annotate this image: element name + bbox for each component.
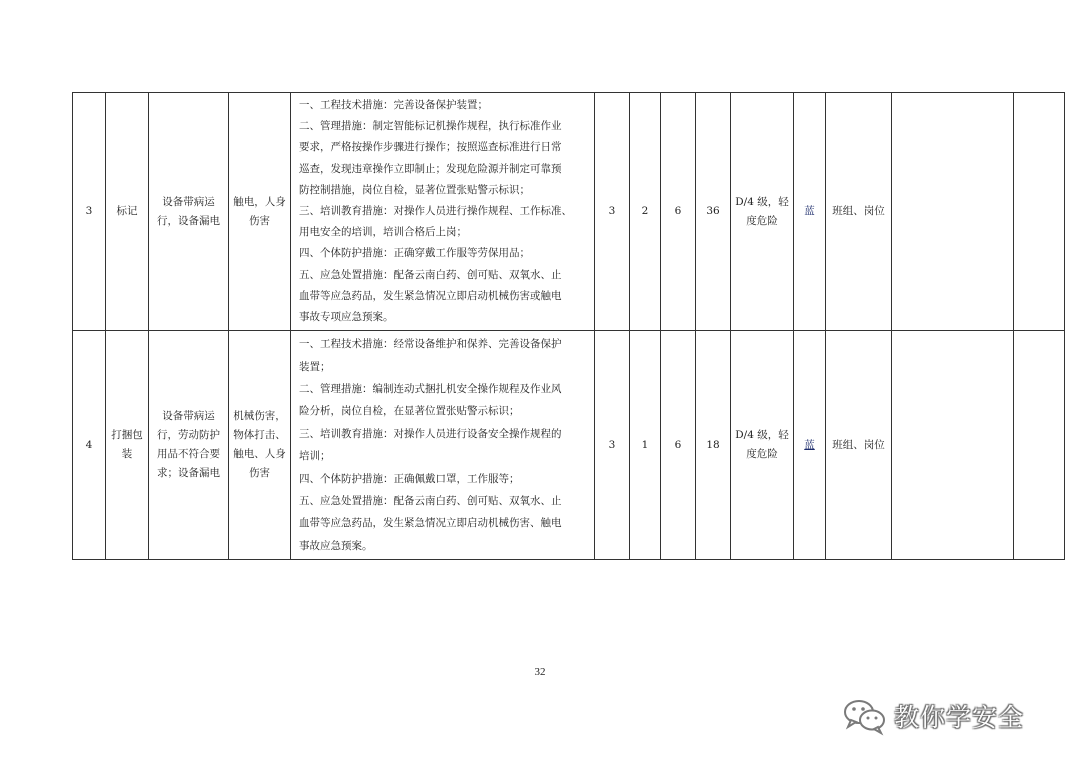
control-level-value: 班组、岗位 bbox=[826, 331, 892, 560]
exposure-value: 2 bbox=[630, 93, 661, 331]
measure-line: 二、管理措施：制定智能标记机操作规程，执行标准作业 bbox=[299, 120, 562, 133]
measure-line: 一、工程技术措施：完善设备保护装置； bbox=[299, 99, 488, 111]
measure-line: 血带等应急药品，发生紧急情况立即启动机械伤害、触电 bbox=[299, 517, 562, 530]
risk-color-cell bbox=[794, 93, 826, 331]
likelihood-value: 3 bbox=[595, 93, 630, 331]
empty-cell bbox=[892, 93, 1014, 331]
hazard-cause-cell bbox=[149, 93, 229, 331]
risk-level-cell bbox=[731, 93, 794, 331]
hazard-cause-text: 设备带病运行，设备漏电 bbox=[157, 195, 220, 227]
risk-level-cell bbox=[731, 331, 794, 560]
measure-line: 四、个体防护措施：正确佩戴口罩，工作服等； bbox=[299, 472, 520, 485]
possible-harm-cell bbox=[229, 93, 291, 331]
consequence-value: 6 bbox=[661, 331, 696, 560]
measure-line: 二、管理措施：编制连动式捆扎机安全操作规程及作业风 bbox=[299, 383, 562, 396]
measure-line: 用电安全的培训，培训合格后上岗； bbox=[299, 226, 467, 239]
watermark-text: 教你学安全 bbox=[894, 703, 1025, 732]
operation-cell bbox=[106, 93, 149, 331]
operation-text: 标记 bbox=[116, 205, 138, 218]
operation-text: 打捆包装 bbox=[111, 429, 143, 461]
consequence-value: 6 bbox=[661, 93, 696, 331]
empty-cell bbox=[1014, 331, 1065, 560]
risk-level-text: D/4 级，轻度危险 bbox=[735, 429, 789, 461]
table-row bbox=[73, 93, 1065, 331]
possible-harm-text: 触电，人身伤害 bbox=[233, 195, 286, 227]
control-measures-cell bbox=[291, 331, 595, 560]
exposure-value: 1 bbox=[630, 331, 661, 560]
control-level-value: 班组、岗位 bbox=[826, 93, 892, 331]
empty-cell bbox=[892, 331, 1014, 560]
row-number: 4 bbox=[73, 331, 106, 560]
empty-cell bbox=[1014, 93, 1065, 331]
measure-line: 险分析，岗位自检，在显著位置张贴警示标识； bbox=[299, 405, 520, 418]
risk-assessment-table bbox=[72, 92, 1065, 560]
measure-line: 三、培训教育措施：对操作人员进行操作规程、工作标准、 bbox=[299, 205, 572, 218]
table-row bbox=[73, 331, 1065, 560]
measure-line: 五、应急处置措施：配备云南白药、创可贴、双氧水、止 bbox=[299, 495, 562, 508]
possible-harm-cell bbox=[229, 331, 291, 560]
measure-line: 装置； bbox=[299, 360, 331, 373]
measure-line: 事故专项应急预案。 bbox=[299, 311, 394, 324]
measure-line: 四、个体防护措施：正确穿戴工作服等劳保用品； bbox=[299, 247, 530, 260]
risk-color-cell bbox=[794, 331, 826, 560]
page-number: 32 bbox=[534, 666, 546, 678]
risk-score-value: 18 bbox=[696, 331, 731, 560]
operation-cell bbox=[106, 331, 149, 560]
measure-line: 防控制措施，岗位自检，显著位置张贴警示标识； bbox=[299, 183, 530, 196]
risk-color-label: 蓝 bbox=[804, 438, 815, 451]
control-measures-cell bbox=[291, 93, 595, 331]
measure-line: 要求，严格按操作步骤进行操作；按照巡查标准进行日常 bbox=[299, 141, 562, 154]
risk-color-label: 蓝 bbox=[804, 205, 815, 218]
hazard-cause-text: 设备带病运行，劳动防护用品不符合要求；设备漏电 bbox=[157, 410, 220, 480]
risk-level-text: D/4 级，轻度危险 bbox=[735, 195, 789, 227]
measure-line: 培训； bbox=[299, 450, 331, 463]
watermark bbox=[842, 694, 1024, 738]
measure-line: 五、应急处置措施：配备云南白药、创可贴、双氧水、止 bbox=[299, 268, 562, 281]
possible-harm-text: 机械伤害，物体打击、触电、人身伤害 bbox=[233, 410, 286, 480]
measure-line: 三、培训教育措施：对操作人员进行设备安全操作规程的 bbox=[299, 427, 562, 440]
measure-line: 事故应急预案。 bbox=[299, 539, 373, 552]
hazard-cause-cell bbox=[149, 331, 229, 560]
measure-line: 一、工程技术措施：经常设备维护和保养、完善设备保护 bbox=[299, 338, 562, 351]
measure-line: 巡查，发现违章操作立即制止；发现危险源并制定可靠预 bbox=[299, 162, 562, 175]
row-number: 3 bbox=[73, 93, 106, 331]
measure-line: 血带等应急药品，发生紧急情况立即启动机械伤害或触电 bbox=[299, 289, 562, 302]
wechat-icon bbox=[842, 696, 888, 736]
risk-score-value: 36 bbox=[696, 93, 731, 331]
likelihood-value: 3 bbox=[595, 331, 630, 560]
